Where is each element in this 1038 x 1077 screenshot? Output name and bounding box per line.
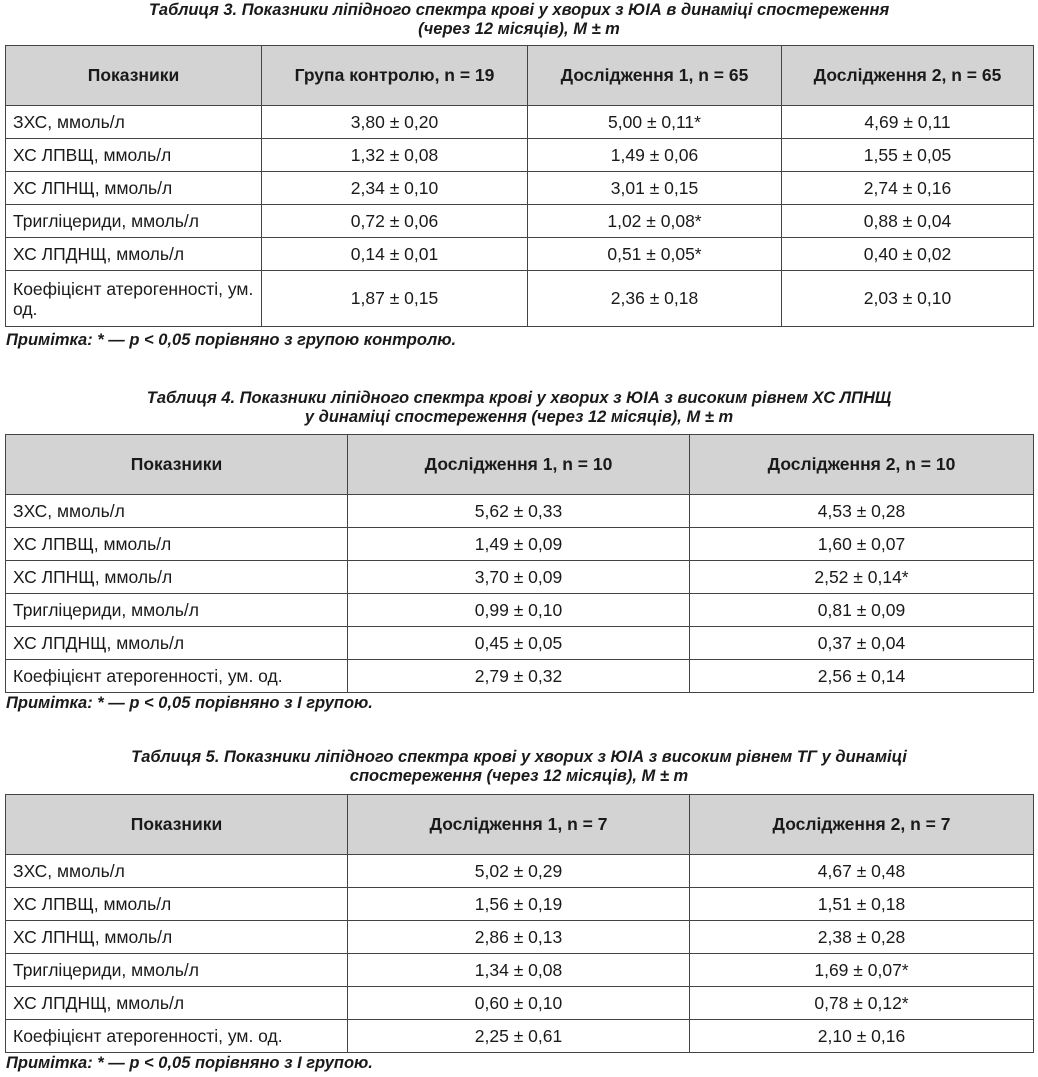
cell-value: 0,81 ± 0,09: [690, 594, 1034, 627]
row-label: ХС ЛПВЩ, ммоль/л: [6, 139, 262, 172]
table4-header-cell: Дослідження 2, n = 10: [690, 435, 1034, 495]
cell-value: 2,79 ± 0,32: [348, 660, 690, 693]
table-row: [6, 1020, 1034, 1053]
table3-header-cell: Дослідження 2, n = 65: [782, 46, 1034, 106]
table5-caption-line1: Таблиця 5. Показники ліпідного спектра крові у хворих з ЮІА з високим рівнем ТГ у динаміці: [131, 748, 907, 766]
cell-value: 2,56 ± 0,14: [690, 660, 1034, 693]
cell-value: 0,37 ± 0,04: [690, 627, 1034, 660]
cell-value: 1,60 ± 0,07: [690, 528, 1034, 561]
row-label: ХС ЛПВЩ, ммоль/л: [6, 528, 348, 561]
cell-value: 1,55 ± 0,05: [782, 139, 1034, 172]
table-row: [6, 139, 1034, 172]
table-row: [6, 561, 1034, 594]
row-label: ЗХС, ммоль/л: [6, 855, 348, 888]
row-label: ХС ЛПДНЩ, ммоль/л: [6, 627, 348, 660]
table4-note: Примітка: * — p < 0,05 порівняно з І групою.: [6, 694, 373, 712]
row-label: Тригліцериди, ммоль/л: [6, 594, 348, 627]
table4-header-row: [6, 435, 1034, 495]
cell-value: 3,80 ± 0,20: [262, 106, 528, 139]
row-label: ХС ЛПДНЩ, ммоль/л: [6, 238, 262, 271]
table3-header-cell: Дослідження 1, n = 65: [528, 46, 782, 106]
row-label: ХС ЛПНЩ, ммоль/л: [6, 172, 262, 205]
table5-caption: [0, 748, 1038, 786]
table4-header-cell: Показники: [6, 435, 348, 495]
row-label: ХС ЛПНЩ, ммоль/л: [6, 921, 348, 954]
table-row: [6, 627, 1034, 660]
cell-value: 2,10 ± 0,16: [690, 1020, 1034, 1053]
cell-value: 2,36 ± 0,18: [528, 271, 782, 327]
cell-value: 0,40 ± 0,02: [782, 238, 1034, 271]
cell-value: 1,51 ± 0,18: [690, 888, 1034, 921]
table3-caption: [0, 1, 1038, 39]
table5-header-cell: Дослідження 2, n = 7: [690, 795, 1034, 855]
cell-value: 1,56 ± 0,19: [348, 888, 690, 921]
cell-value: 0,72 ± 0,06: [262, 205, 528, 238]
table-row: [6, 954, 1034, 987]
cell-value: 2,52 ± 0,14*: [690, 561, 1034, 594]
cell-value: 0,60 ± 0,10: [348, 987, 690, 1020]
cell-value: 1,49 ± 0,06: [528, 139, 782, 172]
cell-value: 3,70 ± 0,09: [348, 561, 690, 594]
table3-header-cell: Група контролю, n = 19: [262, 46, 528, 106]
row-label: ХС ЛПВЩ, ммоль/л: [6, 888, 348, 921]
cell-value: 5,00 ± 0,11*: [528, 106, 782, 139]
cell-value: 1,34 ± 0,08: [348, 954, 690, 987]
table5-caption-line2: спостереження (через 12 місяців), M ± m: [349, 767, 689, 785]
row-label: Тригліцериди, ммоль/л: [6, 954, 348, 987]
cell-value: 1,69 ± 0,07*: [690, 954, 1034, 987]
row-label: ЗХС, ммоль/л: [6, 106, 262, 139]
cell-value: 1,49 ± 0,09: [348, 528, 690, 561]
table3-note: Примітка: * — p < 0,05 порівняно з групою контролю.: [6, 331, 457, 349]
row-label: ХС ЛПДНЩ, ммоль/л: [6, 987, 348, 1020]
cell-value: 2,86 ± 0,13: [348, 921, 690, 954]
cell-value: 0,45 ± 0,05: [348, 627, 690, 660]
table3-caption-line2: (через 12 місяців), M ± m: [418, 20, 620, 38]
table4-header-cell: Дослідження 1, n = 10: [348, 435, 690, 495]
table-row: [6, 528, 1034, 561]
row-label: Коефіцієнт атерогенності, ум. од.: [6, 1020, 348, 1053]
table3-header-cell: Показники: [6, 46, 262, 106]
cell-value: 4,67 ± 0,48: [690, 855, 1034, 888]
cell-value: 0,88 ± 0,04: [782, 205, 1034, 238]
table-row: [6, 271, 1034, 327]
cell-value: 2,74 ± 0,16: [782, 172, 1034, 205]
cell-value: 5,02 ± 0,29: [348, 855, 690, 888]
cell-value: 5,62 ± 0,33: [348, 495, 690, 528]
table5-note: Примітка: * — p < 0,05 порівняно з І групою.: [6, 1054, 373, 1072]
table4-caption: [0, 389, 1038, 427]
table-row: [6, 855, 1034, 888]
cell-value: 4,53 ± 0,28: [690, 495, 1034, 528]
table-row: [6, 987, 1034, 1020]
row-label: ЗХС, ммоль/л: [6, 495, 348, 528]
table-row: [6, 106, 1034, 139]
table-row: [6, 172, 1034, 205]
cell-value: 0,14 ± 0,01: [262, 238, 528, 271]
table-row: [6, 205, 1034, 238]
table3-caption-line1: Таблиця 3. Показники ліпідного спектра крові у хворих з ЮІА в динаміці спостереження: [148, 1, 890, 19]
table5: [5, 794, 1034, 1053]
cell-value: 3,01 ± 0,15: [528, 172, 782, 205]
cell-value: 1,87 ± 0,15: [262, 271, 528, 327]
table-row: [6, 660, 1034, 693]
table3: [5, 45, 1034, 327]
row-label: ХС ЛПНЩ, ммоль/л: [6, 561, 348, 594]
cell-value: 1,02 ± 0,08*: [528, 205, 782, 238]
row-label: Тригліцериди, ммоль/л: [6, 205, 262, 238]
cell-value: 0,51 ± 0,05*: [528, 238, 782, 271]
cell-value: 0,78 ± 0,12*: [690, 987, 1034, 1020]
row-label: Коефіцієнт атерогенності, ум. од.: [6, 271, 262, 327]
table5-header-cell: Дослідження 1, n = 7: [348, 795, 690, 855]
table-row: [6, 921, 1034, 954]
table5-header-cell: Показники: [6, 795, 348, 855]
table5-header-row: [6, 795, 1034, 855]
table-row: [6, 594, 1034, 627]
cell-value: 2,38 ± 0,28: [690, 921, 1034, 954]
cell-value: 2,03 ± 0,10: [782, 271, 1034, 327]
cell-value: 2,25 ± 0,61: [348, 1020, 690, 1053]
table4-caption-line1: Таблиця 4. Показники ліпідного спектра крові у хворих з ЮІА з високим рівнем ХС ЛПНЩ: [146, 389, 892, 407]
table4: [5, 434, 1034, 693]
row-label: Коефіцієнт атерогенності, ум. од.: [6, 660, 348, 693]
cell-value: 0,99 ± 0,10: [348, 594, 690, 627]
table-row: [6, 888, 1034, 921]
cell-value: 2,34 ± 0,10: [262, 172, 528, 205]
table3-header-row: [6, 46, 1034, 106]
table-row: [6, 238, 1034, 271]
table4-caption-line2: у динаміці спостереження (через 12 місяців), M ± m: [304, 408, 734, 426]
cell-value: 1,32 ± 0,08: [262, 139, 528, 172]
cell-value: 4,69 ± 0,11: [782, 106, 1034, 139]
table-row: [6, 495, 1034, 528]
